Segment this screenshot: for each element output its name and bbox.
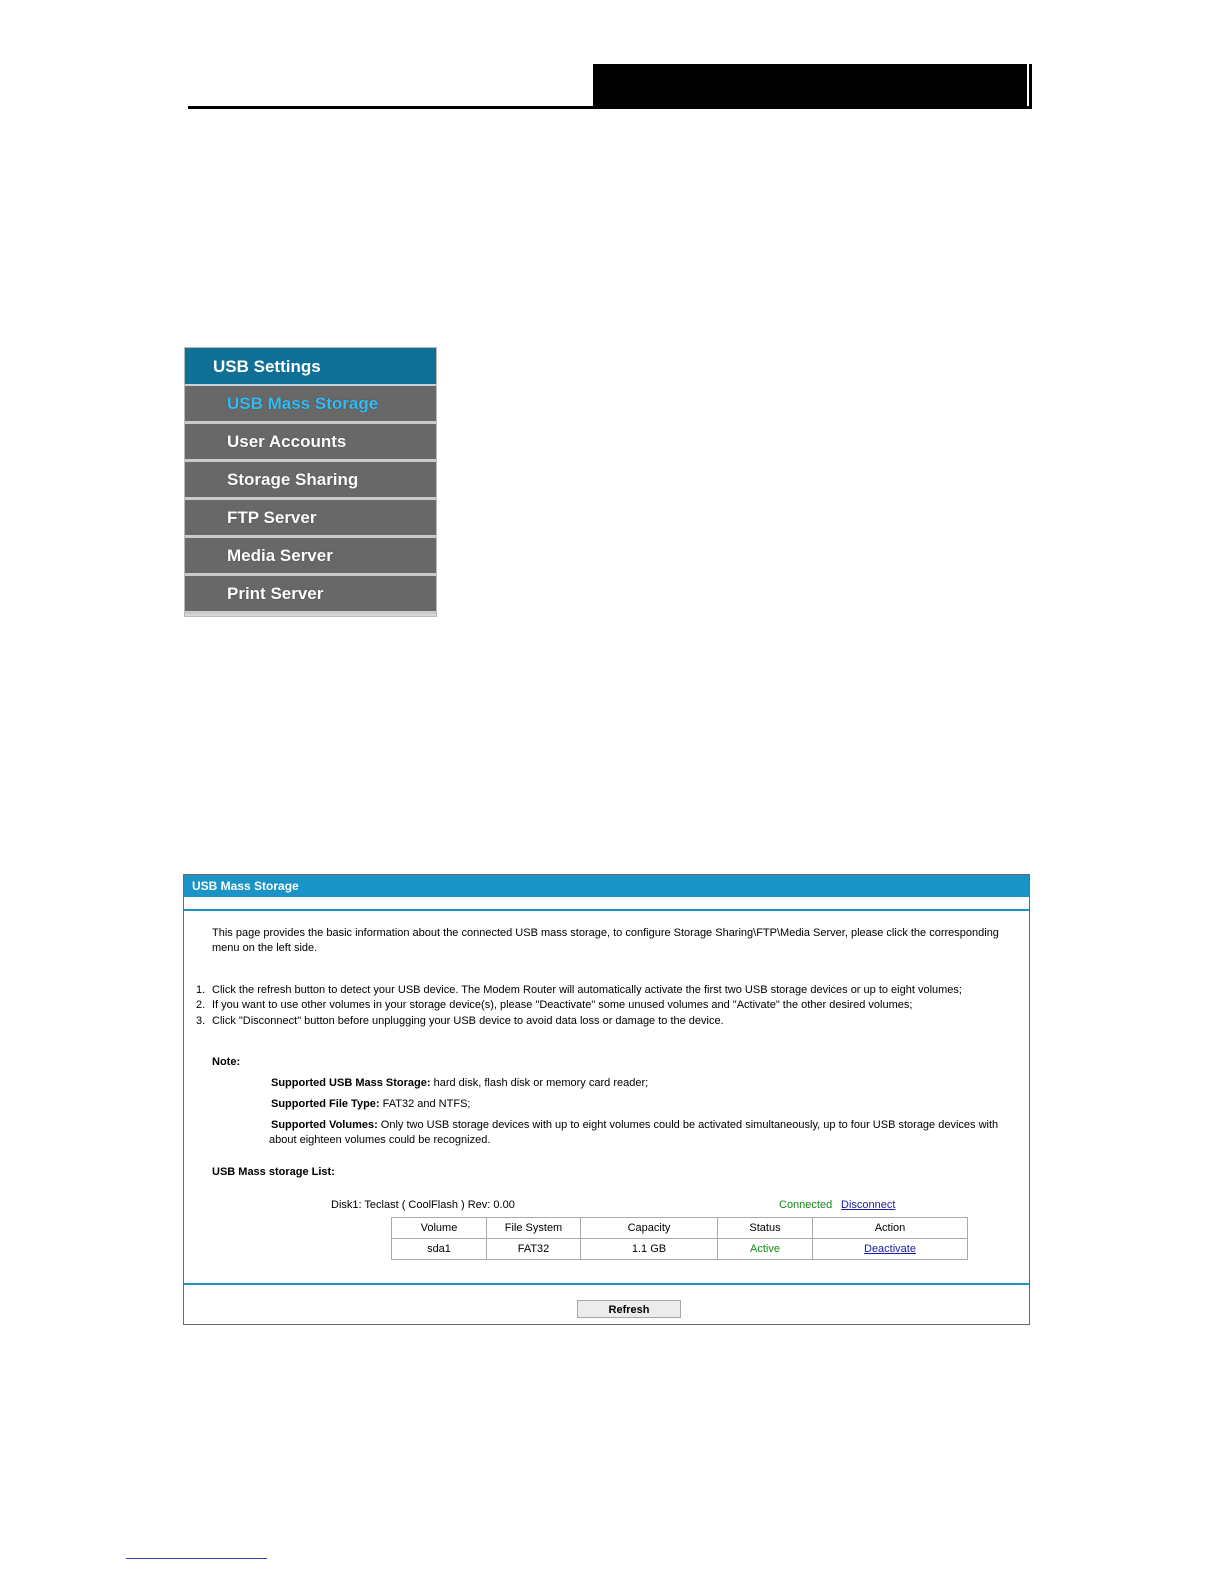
note-storage-value: hard disk, flash disk or memory card reader; [430,1077,649,1089]
disk-status: Connected [779,1199,833,1211]
note-volumes-line-2: about eighteen volumes could be recognized. [269,1134,491,1146]
menu-item-user-accounts[interactable]: User Accounts [185,424,436,462]
panel-title: USB Mass Storage [184,875,1029,897]
cell-file-system: FAT32 [487,1239,581,1260]
page-header-rule [188,106,1032,109]
column-header-volume: Volume [392,1218,487,1239]
menu-item-ftp-server[interactable]: FTP Server [185,500,436,538]
menu-item-media-server[interactable]: Media Server [185,538,436,576]
note-storage [271,1076,648,1091]
note-filetype-value: FAT32 and NTFS; [379,1098,471,1110]
volume-table-header [392,1218,968,1239]
menu-item-storage-sharing[interactable]: Storage Sharing [185,462,436,500]
column-header-file-system: File System [487,1218,581,1239]
step-3-number: 3. [196,1015,206,1027]
menu-title[interactable]: USB Settings [185,348,436,386]
step-2-number: 2. [196,999,206,1011]
table-row [392,1239,968,1260]
usb-settings-menu [184,347,437,617]
note-volumes [271,1118,998,1133]
note-filetype-label: Supported File Type: [271,1098,380,1110]
note-volumes-value: Only two USB storage devices with up to eight volumes could be activated simultaneously, up to four USB storage devices with [377,1119,999,1131]
bottom-divider [184,1283,1029,1285]
step-1-number: 1. [196,984,206,996]
usb-mass-storage-panel [183,874,1030,1325]
note-storage-label: Supported USB Mass Storage: [271,1077,431,1089]
deactivate-link[interactable]: Deactivate [864,1243,916,1255]
note-volumes-label: Supported Volumes: [271,1119,378,1131]
top-divider [184,909,1029,911]
refresh-button[interactable]: Refresh [577,1300,681,1318]
cell-capacity: 1.1 GB [581,1239,718,1260]
page-footer-rule [126,1558,267,1559]
cell-action [813,1239,968,1260]
cell-volume: sda1 [392,1239,487,1260]
storage-list-label: USB Mass storage List: [212,1166,335,1178]
column-header-status: Status [718,1218,813,1239]
intro-line-2: menu on the left side. [212,942,318,954]
note-label: Note: [212,1056,241,1068]
disconnect-link[interactable]: Disconnect [841,1199,896,1211]
step-2-text: If you want to use other volumes in your storage device(s), please "Deactivate" some unused volumes and "Activate" the other desired volumes; [212,999,913,1011]
intro-line-1: This page provides the basic information about the connected USB mass storage, to configure Storage Sharing\FTP\Media Server, please click the corresponding [212,927,999,939]
menu-item-usb-mass-storage[interactable]: USB Mass Storage [185,386,436,424]
menu-item-print-server[interactable]: Print Server [185,576,436,614]
step-1-text: Click the refresh button to detect your USB device. The Modem Router will automatically activate the first two USB storage devices or up to eight volumes; [212,984,962,996]
note-filetype [271,1097,470,1112]
disk-name: Disk1: Teclast ( CoolFlash ) Rev: 0.00 [331,1199,515,1211]
step-3-text: Click "Disconnect" button before unplugging your USB device to avoid data loss or damage to the device. [212,1015,724,1027]
column-header-action: Action [813,1218,968,1239]
page-header-block [593,64,1027,108]
cell-status: Active [718,1239,813,1260]
page-header-edge [1029,64,1032,108]
volume-table [391,1217,968,1260]
column-header-capacity: Capacity [581,1218,718,1239]
